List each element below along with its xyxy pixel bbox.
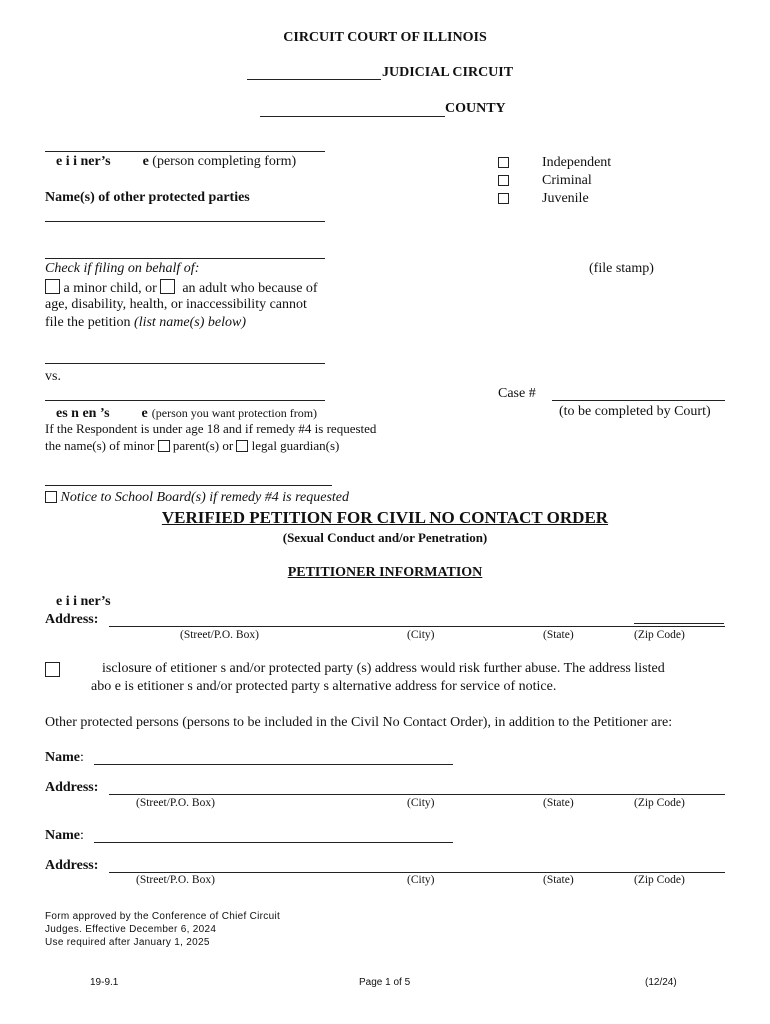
behalf-names-line[interactable]: [45, 363, 325, 364]
other-city-caption-2: (City): [407, 874, 435, 886]
parent-checkbox[interactable]: [158, 440, 170, 452]
disclosure-checkbox[interactable]: [45, 662, 60, 680]
form-number: 19-9.1: [90, 977, 119, 988]
school-notice-row: [45, 490, 349, 506]
petitioner-address-label-2: Address:: [45, 612, 99, 627]
petitioner-name-hint: (person completing form): [152, 154, 297, 169]
other-persons-intro: Other protected persons (persons to be included in the Civil No Contact Order), in addition to the Petitioner are:: [45, 715, 673, 730]
other-name-colon-1: :: [80, 750, 84, 765]
case-type-options: [498, 154, 611, 208]
juvenile-checkbox[interactable]: [498, 193, 509, 204]
criminal-checkbox[interactable]: [498, 175, 509, 186]
other-address-line-2[interactable]: [109, 872, 725, 873]
juvenile-label: Juvenile: [542, 191, 589, 206]
form-subtitle: (Sexual Conduct and/or Penetration): [282, 530, 488, 545]
respondent-name-hint: (person you want protection from): [151, 406, 318, 420]
petitioner-city-caption: (City): [407, 629, 435, 641]
minor-child-checkbox[interactable]: [45, 279, 60, 294]
petitioner-name-label-end: e: [142, 154, 149, 169]
petitioner-name-label: [56, 154, 296, 170]
respondent-name-label-start: es n en ’s: [56, 406, 110, 421]
school-notice-label: Notice to School Board(s) if remedy #4 is requested: [60, 490, 349, 505]
minor-child-label: a minor child, or: [63, 281, 157, 296]
file-line-text: [45, 315, 246, 331]
petitioner-name-label-start: e i i ner’s: [56, 154, 111, 169]
respondent-note-2a: the name(s) of minor: [45, 438, 155, 453]
case-type-juvenile: [498, 190, 611, 208]
check-behalf-label: Check if filing on behalf of:: [45, 261, 200, 276]
behalf-options-row: [45, 279, 318, 297]
case-number-label: Case #: [498, 386, 536, 401]
adult-checkbox[interactable]: [160, 279, 175, 294]
other-name-colon-2: :: [80, 828, 84, 843]
approval-note: [45, 910, 280, 949]
petitioner-state-caption: (State): [543, 629, 574, 641]
other-address-line-1[interactable]: [109, 794, 725, 795]
petitioner-info-heading: PETITIONER INFORMATION: [287, 565, 483, 580]
case-number-line[interactable]: [552, 400, 725, 401]
case-type-criminal: [498, 172, 611, 190]
court-title: CIRCUIT COURT OF ILLINOIS: [283, 30, 487, 45]
petitioner-address-label-1: e i i ner’s: [56, 594, 111, 609]
county-label: COUNTY: [445, 101, 506, 116]
other-street-caption-1: (Street/P.O. Box): [136, 797, 215, 809]
petitioner-name-line[interactable]: [45, 151, 325, 152]
respondent-name-label-end: e: [141, 406, 148, 421]
approval-line-1: Form approved by the Conference of Chief Circuit: [45, 911, 281, 922]
other-name-line-1[interactable]: [94, 764, 453, 765]
respondent-note-2b: parent(s) or: [172, 438, 234, 453]
guardian-checkbox[interactable]: [236, 440, 248, 452]
approval-line-2: Judges. Effective December 6, 2024: [45, 924, 217, 935]
file-line-plain: file the petition: [45, 315, 135, 330]
revision-date: (12/24): [645, 977, 677, 988]
other-street-caption-2: (Street/P.O. Box): [136, 874, 215, 886]
petitioner-street-caption: (Street/P.O. Box): [180, 629, 259, 641]
vs-label: vs.: [45, 369, 61, 384]
petitioner-address-line[interactable]: [109, 626, 725, 627]
other-city-caption-1: (City): [407, 797, 435, 809]
school-notice-checkbox[interactable]: [45, 491, 57, 503]
other-protected-label: Name(s) of other protected parties: [45, 190, 250, 205]
respondent-name-label: [56, 404, 317, 422]
other-address-label-1: Address:: [45, 780, 99, 795]
other-address-label-2: Address:: [45, 858, 99, 873]
adult-label: an adult who because of: [182, 281, 318, 296]
case-type-independent: [498, 154, 611, 172]
circuit-label: JUDICIAL CIRCUIT: [382, 65, 514, 80]
other-protected-line-1[interactable]: [45, 221, 325, 222]
other-name-line-2[interactable]: [94, 842, 453, 843]
other-name-word-2: Name: [45, 828, 80, 843]
independent-checkbox[interactable]: [498, 157, 509, 168]
circuit-blank-line[interactable]: [247, 79, 381, 80]
respondent-note-2c: legal guardian(s): [251, 438, 340, 453]
other-name-label-2: [45, 828, 84, 844]
other-state-caption-2: (State): [543, 874, 574, 886]
other-zip-caption-2: (Zip Code): [634, 874, 685, 886]
other-state-caption-1: (State): [543, 797, 574, 809]
file-stamp-label: (file stamp): [589, 261, 654, 276]
respondent-name-line[interactable]: [45, 400, 325, 401]
approval-line-3: Use required after January 1, 2025: [45, 937, 210, 948]
respondent-note-1: If the Respondent is under age 18 and if remedy #4 is requested: [45, 421, 377, 436]
independent-label: Independent: [542, 155, 612, 170]
county-blank-line[interactable]: [260, 116, 445, 117]
petitioner-zip-caption: (Zip Code): [634, 629, 685, 641]
other-protected-line-2[interactable]: [45, 258, 325, 259]
respondent-note-2: [45, 438, 339, 454]
other-zip-caption-1: (Zip Code): [634, 797, 685, 809]
criminal-label: Criminal: [542, 173, 592, 188]
age-line-text: age, disability, health, or inaccessibility cannot: [45, 297, 307, 312]
form-title: VERIFIED PETITION FOR CIVIL NO CONTACT ORDER: [161, 508, 609, 527]
guardian-name-line[interactable]: [45, 485, 332, 486]
page-number: Page 1 of 5: [359, 977, 411, 988]
disclosure-line-1: isclosure of etitioner s and/or protected party (s) address would risk further abuse. The address listed: [102, 661, 665, 676]
disclosure-line-2: abo e is etitioner s and/or protected party s alternative address for service of notice.: [91, 679, 557, 694]
case-number-hint: (to be completed by Court): [559, 404, 711, 419]
other-name-label-1: [45, 750, 84, 766]
petitioner-zip-line[interactable]: [634, 623, 724, 624]
other-name-word-1: Name: [45, 750, 80, 765]
file-line-italic: (list name(s) below): [134, 315, 247, 330]
